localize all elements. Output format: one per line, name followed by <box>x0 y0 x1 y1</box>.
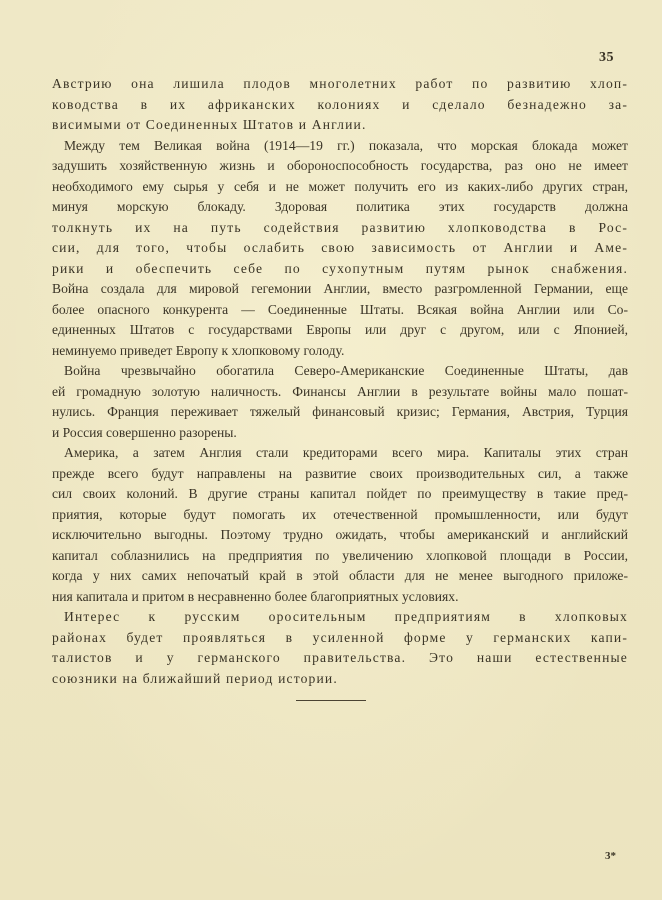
text-line: рики и обеспечить себе по сухопутным путям рынок снабжения. <box>52 260 628 276</box>
text-line: талистов и у германского правительства. Это наши естественные <box>52 650 628 665</box>
text-line: союзники на ближайший период истории. <box>52 670 338 686</box>
text-line: Америка, а затем Англия стали кредиторами всего мира. Капиталы этих стран <box>64 445 628 460</box>
text-line: и Россия совершенно разорены. <box>52 424 237 440</box>
text-line: сии, для того, чтобы ослабить свою зависимость от Англии и Аме- <box>52 240 628 255</box>
text-line: задушить хозяйственную жизнь и обороноспособность государства, раз оно не имеет <box>52 158 628 173</box>
text-line: толкнуть их на путь содействия развитию хлопководства в Рос- <box>52 219 628 235</box>
text-line: необходимого ему сырья у себя и не может получить его из каких-либо других стран, <box>52 178 628 194</box>
signature-mark: 3* <box>605 850 616 862</box>
body-text <box>52 74 628 689</box>
text-line: минуя морскую блокаду. Здоровая политика этих государств должна <box>52 199 628 214</box>
text-line: Война создала для мировой гегемонии Англии, вместо разгромленной Германии, еще <box>52 281 628 296</box>
text-line: Австрию она лишила плодов многолетних работ по развитию хлоп- <box>52 76 628 91</box>
text-line: единенных Штатов с государствами Европы или друг с другом, или с Японией, <box>52 322 628 337</box>
text-line: висимыми от Соединенных Штатов и Англии. <box>52 117 367 132</box>
text-line: когда у них самих непочатый край в этой области для не менее выгодного приложе- <box>52 568 628 583</box>
text-line: ния капитала и притом в несравненно более благоприятных условиях. <box>52 588 459 604</box>
text-line: прежде всего будут направлены на развитие своих производительных сил, а также <box>52 465 628 481</box>
text-line: капитал соблазнились на предприятия по увеличению хлопковой площади в России, <box>52 547 628 563</box>
section-divider <box>296 700 366 701</box>
text-line: исключительно выгодны. Поэтому трудно ожидать, чтобы американский и английский <box>52 527 628 542</box>
text-line: нулись. Франция переживает тяжелый финансовый кризис; Германия, Австрия, Турция <box>52 404 628 419</box>
text-line: Интерес к русским оросительным предприятиям в хлопковых <box>64 609 628 624</box>
text-line: Война чрезвычайно обогатила Северо-Американские Соединенные Штаты, дав <box>64 363 628 378</box>
text-line: сил своих колоний. В другие страны капитал пойдет по преимуществу в такие пред- <box>52 486 628 501</box>
text-line: районах будет проявляться в усиленной форме у германских капи- <box>52 629 628 645</box>
text-line: приятия, которые будут помогать их отечественной промышленности, или будут <box>52 506 628 522</box>
text-line: ководства в их африканских колониях и сделало безнадежно за- <box>52 96 628 112</box>
text-line: неминуемо приведет Европу к хлопковому голоду. <box>52 342 345 358</box>
page-number: 35 <box>599 50 614 65</box>
text-line: ей громадную золотую наличность. Финансы Англии в результате войны мало пошат- <box>52 383 628 399</box>
text-line: более опасного конкурента — Соединенные Штаты. Всякая война Англии или Со- <box>52 301 628 317</box>
text-line: Между тем Великая война (1914—19 гг.) показала, что морская блокада может <box>64 137 628 153</box>
